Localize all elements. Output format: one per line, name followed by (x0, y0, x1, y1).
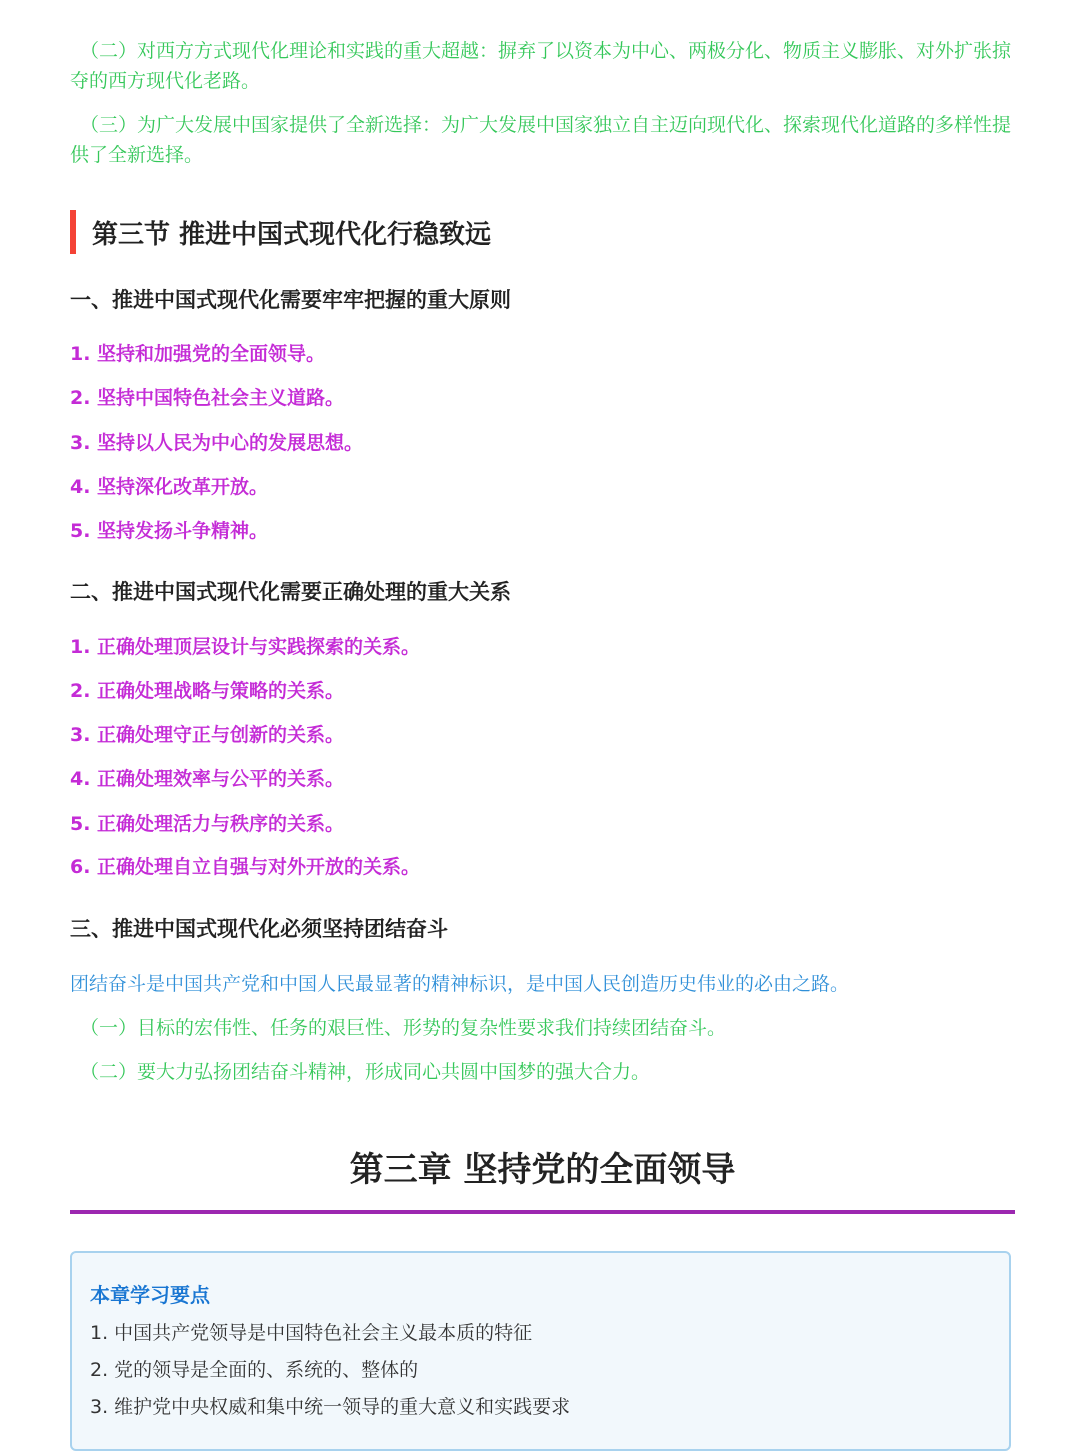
chapter-title: 第三章 坚持党的全面领导 (349, 1150, 736, 1190)
list-item: 4. 正确处理效率与公平的关系。 (70, 768, 345, 790)
list-item: 5. 坚持发扬斗争精神。 (70, 520, 269, 542)
chapter-divider (70, 1210, 1015, 1214)
key-points-box (70, 1251, 1011, 1451)
section-heading (70, 210, 491, 254)
key-point-item: 1. 中国共产党领导是中国特色社会主义最本质的特征 (90, 1322, 533, 1344)
document-page (70, 0, 1015, 1440)
part-one-heading: 一、推进中国式现代化需要牢牢把握的重大原则 (70, 288, 511, 312)
key-points-title: 本章学习要点 (90, 1283, 210, 1307)
key-point-item: 2. 党的领导是全面的、系统的、整体的 (90, 1359, 419, 1381)
part-three-heading: 三、推进中国式现代化必须坚持团结奋斗 (70, 917, 448, 941)
key-point-item: 3. 维护党中央权威和集中统一领导的重大意义和实践要求 (90, 1396, 571, 1418)
part-three-sub-2: （二）要大力弘扬团结奋斗精神，形成同心共圆中国梦的强大合力。 (80, 1061, 651, 1083)
list-item: 5. 正确处理活力与秩序的关系。 (70, 813, 345, 835)
part-three-lead: 团结奋斗是中国共产党和中国人民最显著的精神标识，是中国人民创造历史伟业的必由之路。 (70, 973, 850, 995)
list-item: 6. 正确处理自立自强与对外开放的关系。 (70, 856, 421, 878)
section-title: 第三节 推进中国式现代化行稳致远 (92, 219, 492, 250)
intro-paragraph-3: （三）为广大发展中国家提供了全新选择：为广大发展中国家独立自主迈向现代化、探索现代化道路的多样性提供了全新选择。 (70, 114, 1012, 166)
list-item: 1. 坚持和加强党的全面领导。 (70, 343, 326, 365)
part-three-sub-1: （一）目标的宏伟性、任务的艰巨性、形势的复杂性要求我们持续团结奋斗。 (80, 1017, 727, 1039)
section-accent-bar (70, 210, 76, 254)
list-item: 1. 正确处理顶层设计与实践探索的关系。 (70, 636, 421, 658)
list-item: 3. 正确处理守正与创新的关系。 (70, 724, 345, 746)
list-item: 3. 坚持以人民为中心的发展思想。 (70, 432, 364, 454)
intro-paragraph-2: （二）对西方方式现代化理论和实践的重大超越：摒弃了以资本为中心、两极分化、物质主义膨胀、对外扩张掠夺的西方现代化老路。 (70, 40, 1012, 92)
part-two-heading: 二、推进中国式现代化需要正确处理的重大关系 (70, 580, 511, 604)
list-item: 2. 坚持中国特色社会主义道路。 (70, 387, 345, 409)
list-item: 4. 坚持深化改革开放。 (70, 476, 269, 498)
list-item: 2. 正确处理战略与策略的关系。 (70, 680, 345, 702)
